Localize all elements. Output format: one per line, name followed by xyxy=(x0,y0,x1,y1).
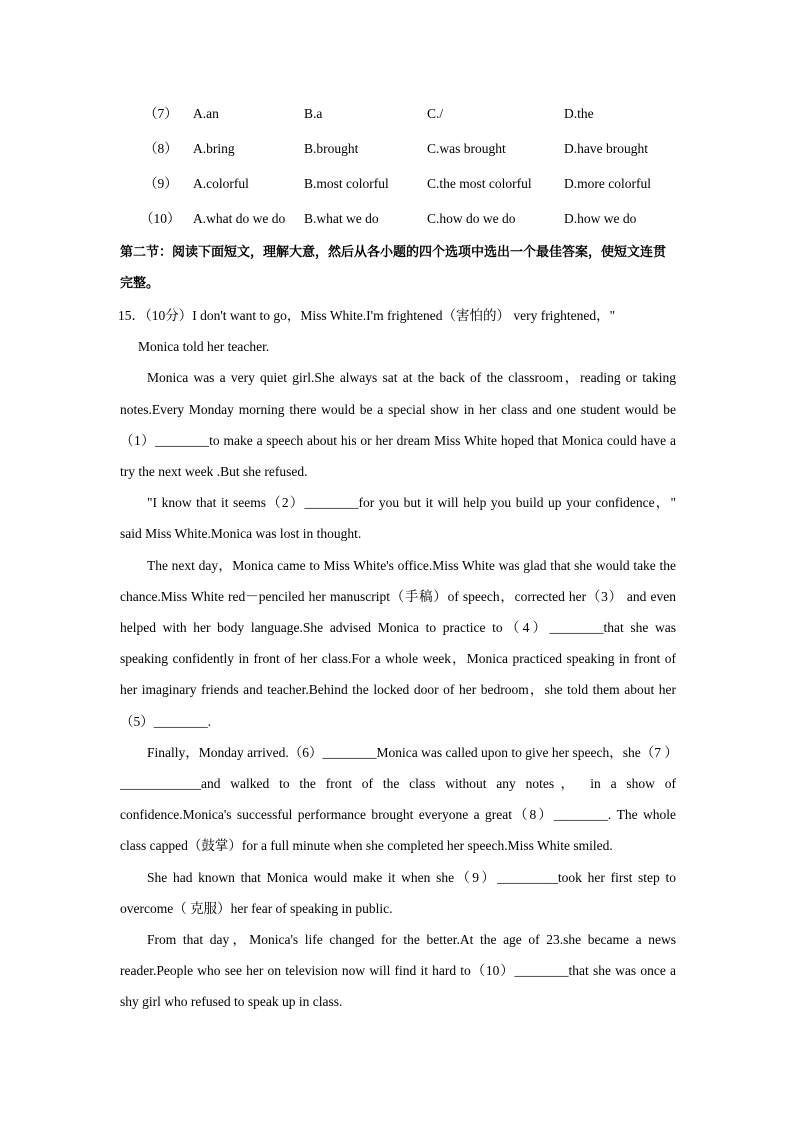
answer-blank-1: ________ xyxy=(155,432,210,448)
answer-blank-2: ________ xyxy=(304,495,359,511)
option-a: A.what do we do xyxy=(193,211,286,226)
question-number: （9） xyxy=(144,176,178,191)
paragraph-text: Monica was a very quiet girl.She always sat at the back of the classroom，reading or taking notes.Every Monday morning there would be a special show in her class and one student would be（1） xyxy=(120,370,676,448)
option-a: A.an xyxy=(193,106,219,121)
question-number: （10） xyxy=(140,211,181,226)
section-heading: 第二节：阅读下面短文，理解大意，然后从各小题的四个选项中选出一个最佳答案，使短文连贯完整。 xyxy=(120,245,667,291)
option-d: D.more colorful xyxy=(564,176,651,191)
option-d: D.the xyxy=(564,106,594,121)
option-row-9 xyxy=(0,174,794,194)
paragraph-6 xyxy=(120,924,676,1018)
paragraph-3 xyxy=(120,550,676,737)
question-number: （7） xyxy=(144,106,178,121)
option-d: D.how we do xyxy=(564,211,637,226)
option-row-7 xyxy=(0,104,794,124)
option-c: C.was brought xyxy=(427,141,506,156)
paragraph-text: She had known that Monica would make it when she（9） xyxy=(147,869,498,885)
paragraph-2 xyxy=(120,487,676,549)
option-c: C.how do we do xyxy=(427,211,516,226)
question-intro xyxy=(120,300,676,362)
paragraph-text: "I know that it seems（2） xyxy=(147,495,305,511)
option-row-10 xyxy=(0,209,794,229)
paragraph-text: and walked to the front of the class without any notes， in a show of confidence.Monica's successful performance brought everyone a great（8）________. The whole class capped（鼓掌）for a full minute when she completed her speech.Miss White smiled. xyxy=(120,776,676,854)
option-row-8 xyxy=(0,139,794,159)
option-b: B.most colorful xyxy=(304,176,389,191)
paragraph-text: that she was once a shy girl who refused to speak up in class. xyxy=(120,963,676,1010)
paragraph-1 xyxy=(120,362,676,487)
option-c: C.the most colorful xyxy=(427,176,532,191)
option-a: A.colorful xyxy=(193,176,249,191)
answer-blank-9: _________ xyxy=(497,869,558,885)
paragraph-text: for you but it will help you build up your confidence，" said Miss White.Monica was lost in thought. xyxy=(120,495,676,542)
paragraph-5 xyxy=(120,862,676,924)
option-a: A.bring xyxy=(193,141,235,156)
paragraph-text: to make a speech about his or her dream Miss White hoped that Monica could have a try the next week .But she refused. xyxy=(120,432,676,480)
answer-blank-7: ____________ xyxy=(120,776,201,792)
paragraph-text: Finally，Monday arrived.（6）________Monica was called upon to give her speech，she（7 ） xyxy=(147,744,678,760)
option-b: B.what we do xyxy=(304,211,379,226)
question-number: （8） xyxy=(144,141,178,156)
option-d: D.have brought xyxy=(564,141,648,156)
answer-blank-10: ________ xyxy=(514,963,569,979)
question-intro-line-1: 15．（10分）I don't want to go，Miss White.I'm frightened（害怕的） very frightened，" xyxy=(118,308,616,323)
option-c: C./ xyxy=(427,106,444,121)
reading-passage xyxy=(120,300,676,1018)
paragraph-4 xyxy=(120,737,676,862)
option-b: B.brought xyxy=(304,141,359,156)
option-b: B.a xyxy=(304,106,323,121)
question-intro-line-2: Monica told her teacher. xyxy=(138,339,270,355)
answer-blank-4: ________ xyxy=(549,620,604,636)
paragraph-text: took her first step to overcome（ 克服）her fear of speaking in public. xyxy=(120,869,676,916)
paragraph-text: that she was speaking confidently in front of her class.For a whole week，Monica practiced speaking in front of her imaginary friends and teacher.Behind the locked door of her bedroom，she told them about her（5）________. xyxy=(120,620,677,729)
paragraph-text: The next day，Monica came to Miss White's office.Miss White was glad that she would take the chance.Miss White red－penciled her manuscript（手稿）of speech，corrected her（3） and even helped with her body language.She advised Monica to practice to（4） xyxy=(120,557,676,636)
paragraph-text: From that day，Monica's life changed for the better.At the age of 23.she became a news reader.People who see her on television now will find it hard to（10） xyxy=(120,932,676,979)
